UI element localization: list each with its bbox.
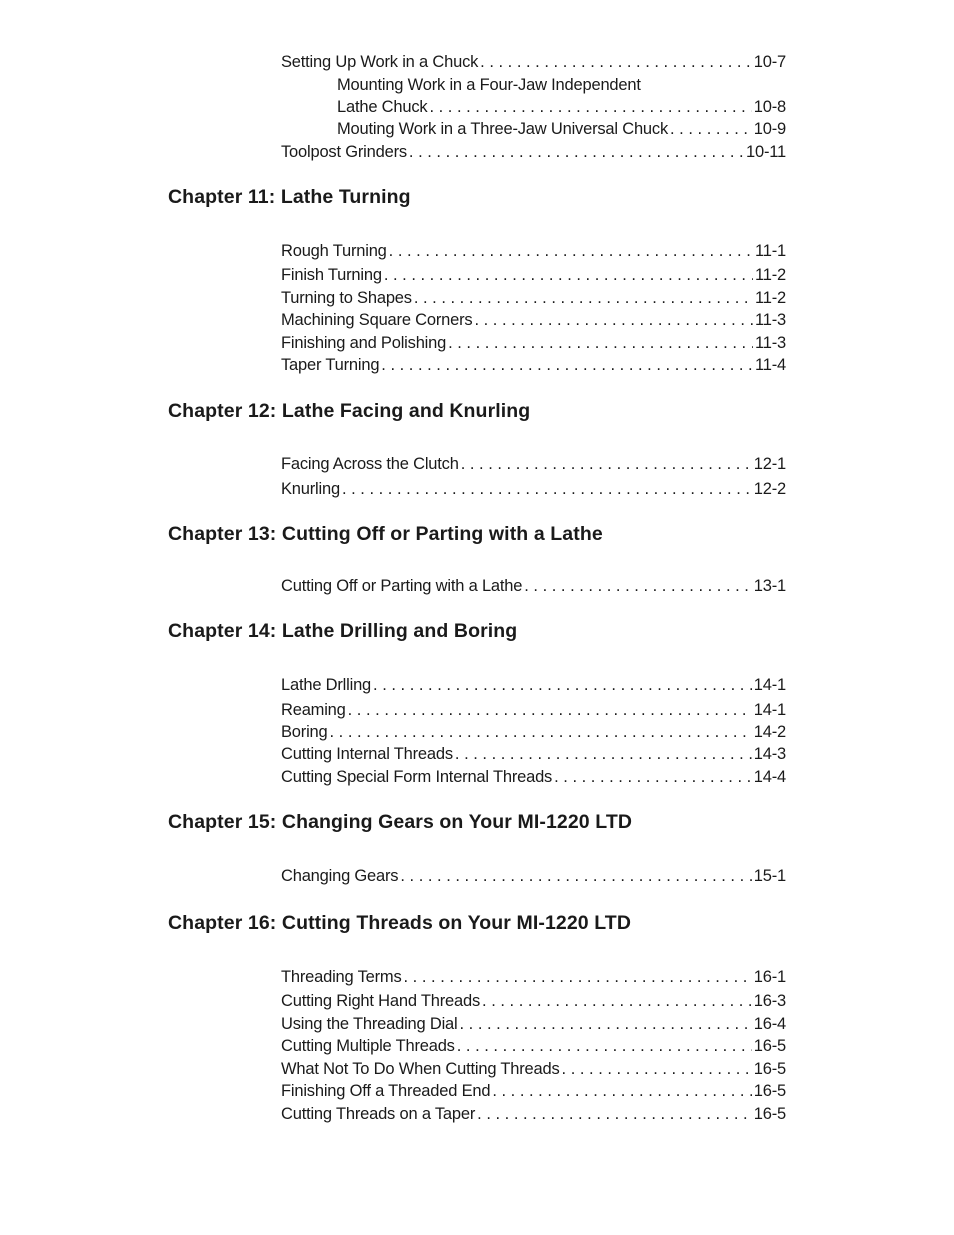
toc-entry-page: 16-3 (753, 992, 786, 1010)
toc-entry (281, 264, 786, 286)
toc-entry-title: Cutting Internal Threads (281, 745, 453, 763)
toc-entry-title: Cutting Off or Parting with a Lathe (281, 577, 523, 595)
toc-entry (281, 1035, 786, 1057)
toc-entry-page: 10-7 (753, 53, 786, 71)
toc-entry-page: 15-1 (753, 867, 786, 885)
dot-leader (448, 332, 753, 354)
chapter-heading: Chapter 14: Lathe Drilling and Boring (168, 620, 518, 642)
toc-entry-title: Using the Threading Dial (281, 1015, 458, 1033)
toc-entry-title: Knurling (281, 480, 340, 498)
toc-entry-page: 12-2 (753, 480, 786, 498)
toc-entry-page: 11-2 (755, 266, 786, 284)
toc-entry-title: Lathe Drlling (281, 676, 372, 694)
toc-entry (281, 478, 786, 500)
chapter-heading: Chapter 15: Changing Gears on Your MI-1220 LTD (168, 811, 633, 833)
toc-entry-page: 14-1 (753, 676, 786, 694)
toc-entry (281, 309, 786, 331)
toc-entry-title: Cutting Multiple Threads (281, 1037, 455, 1055)
toc-entry-page: 11-3 (755, 311, 786, 329)
dot-leader (455, 743, 752, 765)
dot-leader (389, 240, 753, 262)
toc-entry (281, 1080, 786, 1102)
toc-entry-title: Cutting Special Form Internal Threads (281, 768, 553, 786)
toc-entry-title: Lathe Chuck (337, 98, 428, 116)
dot-leader (457, 1035, 752, 1057)
toc-entry-page: 14-4 (753, 768, 786, 786)
toc-entry (281, 453, 786, 475)
toc-entry-title: Cutting Threads on a Taper (281, 1105, 476, 1123)
toc-entry-title: Finish Turning (281, 266, 382, 284)
toc-entry-title: Mouting Work in a Three-Jaw Universal Chuck (337, 120, 669, 138)
dot-leader (348, 699, 752, 721)
toc-entry (281, 287, 786, 309)
dot-leader (342, 478, 752, 500)
toc-entry-title: Changing Gears (281, 867, 399, 885)
toc-entry-page: 16-4 (753, 1015, 786, 1033)
dot-leader (461, 453, 752, 475)
toc-entry (281, 332, 786, 354)
toc-entry (281, 674, 786, 696)
dot-leader (554, 766, 752, 788)
toc-entry-title: Setting Up Work in a Chuck (281, 53, 479, 71)
dot-leader (330, 721, 752, 743)
toc-entry (281, 575, 786, 597)
toc-entry (281, 966, 786, 988)
dot-leader (429, 96, 751, 118)
toc-entry (281, 699, 786, 721)
toc-entry-page: 10-9 (753, 120, 786, 138)
toc-entry (281, 743, 786, 765)
toc-entry-title: What Not To Do When Cutting Threads (281, 1060, 560, 1078)
dot-leader (404, 966, 752, 988)
dot-leader (414, 287, 753, 309)
dot-leader (480, 51, 752, 73)
toc-entry-page: 11-4 (755, 356, 786, 374)
toc-entry-title: Toolpost Grinders (281, 143, 407, 161)
chapter-heading: Chapter 11: Lathe Turning (168, 186, 411, 208)
toc-entry-title: Finishing and Polishing (281, 334, 447, 352)
toc-entry (337, 118, 786, 140)
toc-entry (281, 766, 786, 788)
toc-entry-title: Rough Turning (281, 242, 387, 260)
toc-entry-page: 11-1 (755, 242, 786, 260)
dot-leader (482, 990, 752, 1012)
dot-leader (524, 575, 752, 597)
toc-entry-title: Facing Across the Clutch (281, 455, 459, 473)
toc-entry-title: Taper Turning (281, 356, 380, 374)
toc-entry-page: 11-2 (755, 289, 786, 307)
toc-entry-page: 16-5 (753, 1037, 786, 1055)
dot-leader (384, 264, 753, 286)
toc-entry-page: 16-1 (753, 968, 786, 986)
toc-entry-title: Machining Square Corners (281, 311, 473, 329)
toc-entry-page: 14-2 (753, 723, 786, 741)
toc-entry (281, 240, 786, 262)
dot-leader (460, 1013, 752, 1035)
toc-entry-page: 10-11 (746, 143, 786, 161)
toc-entry (337, 74, 786, 96)
toc-entry (281, 141, 786, 163)
toc-entry-page: 16-5 (753, 1060, 786, 1078)
toc-entry-page: 16-5 (753, 1105, 786, 1123)
dot-leader (562, 1058, 752, 1080)
toc-entry-title: Finishing Off a Threaded End (281, 1082, 491, 1100)
toc-entry (281, 354, 786, 376)
toc-entry-title: Reaming (281, 701, 346, 719)
chapter-heading: Chapter 13: Cutting Off or Parting with a Lathe (168, 523, 603, 545)
dot-leader (477, 1103, 752, 1125)
toc-entry (281, 1058, 786, 1080)
toc-entry-page: 16-5 (753, 1082, 786, 1100)
toc-entry (281, 51, 786, 73)
dot-leader (373, 674, 752, 696)
toc-entry-title: Mounting Work in a Four-Jaw Independent (337, 76, 641, 94)
dot-leader (409, 141, 744, 163)
toc-entry-page: 14-1 (753, 701, 786, 719)
chapter-heading: Chapter 12: Lathe Facing and Knurling (168, 400, 531, 422)
toc-entry (281, 865, 786, 887)
toc-entry-page: 14-3 (753, 745, 786, 763)
dot-leader (492, 1080, 751, 1102)
toc-entry (337, 96, 786, 118)
toc-entry-title: Threading Terms (281, 968, 402, 986)
toc-entry-page: 12-1 (753, 455, 786, 473)
toc-entry (281, 990, 786, 1012)
toc-entry (281, 1103, 786, 1125)
toc-entry-title: Turning to Shapes (281, 289, 412, 307)
chapter-heading: Chapter 16: Cutting Threads on Your MI-1220 LTD (168, 912, 631, 934)
dot-leader (400, 865, 751, 887)
toc-entry (281, 1013, 786, 1035)
dot-leader (670, 118, 752, 140)
toc-entry-page: 10-8 (753, 98, 786, 116)
toc-entry-page: 13-1 (753, 577, 786, 595)
toc-entry-title: Cutting Right Hand Threads (281, 992, 481, 1010)
dot-leader (474, 309, 753, 331)
toc-entry (281, 721, 786, 743)
dot-leader (381, 354, 753, 376)
toc-entry-title: Boring (281, 723, 328, 741)
toc-entry-page: 11-3 (755, 334, 786, 352)
